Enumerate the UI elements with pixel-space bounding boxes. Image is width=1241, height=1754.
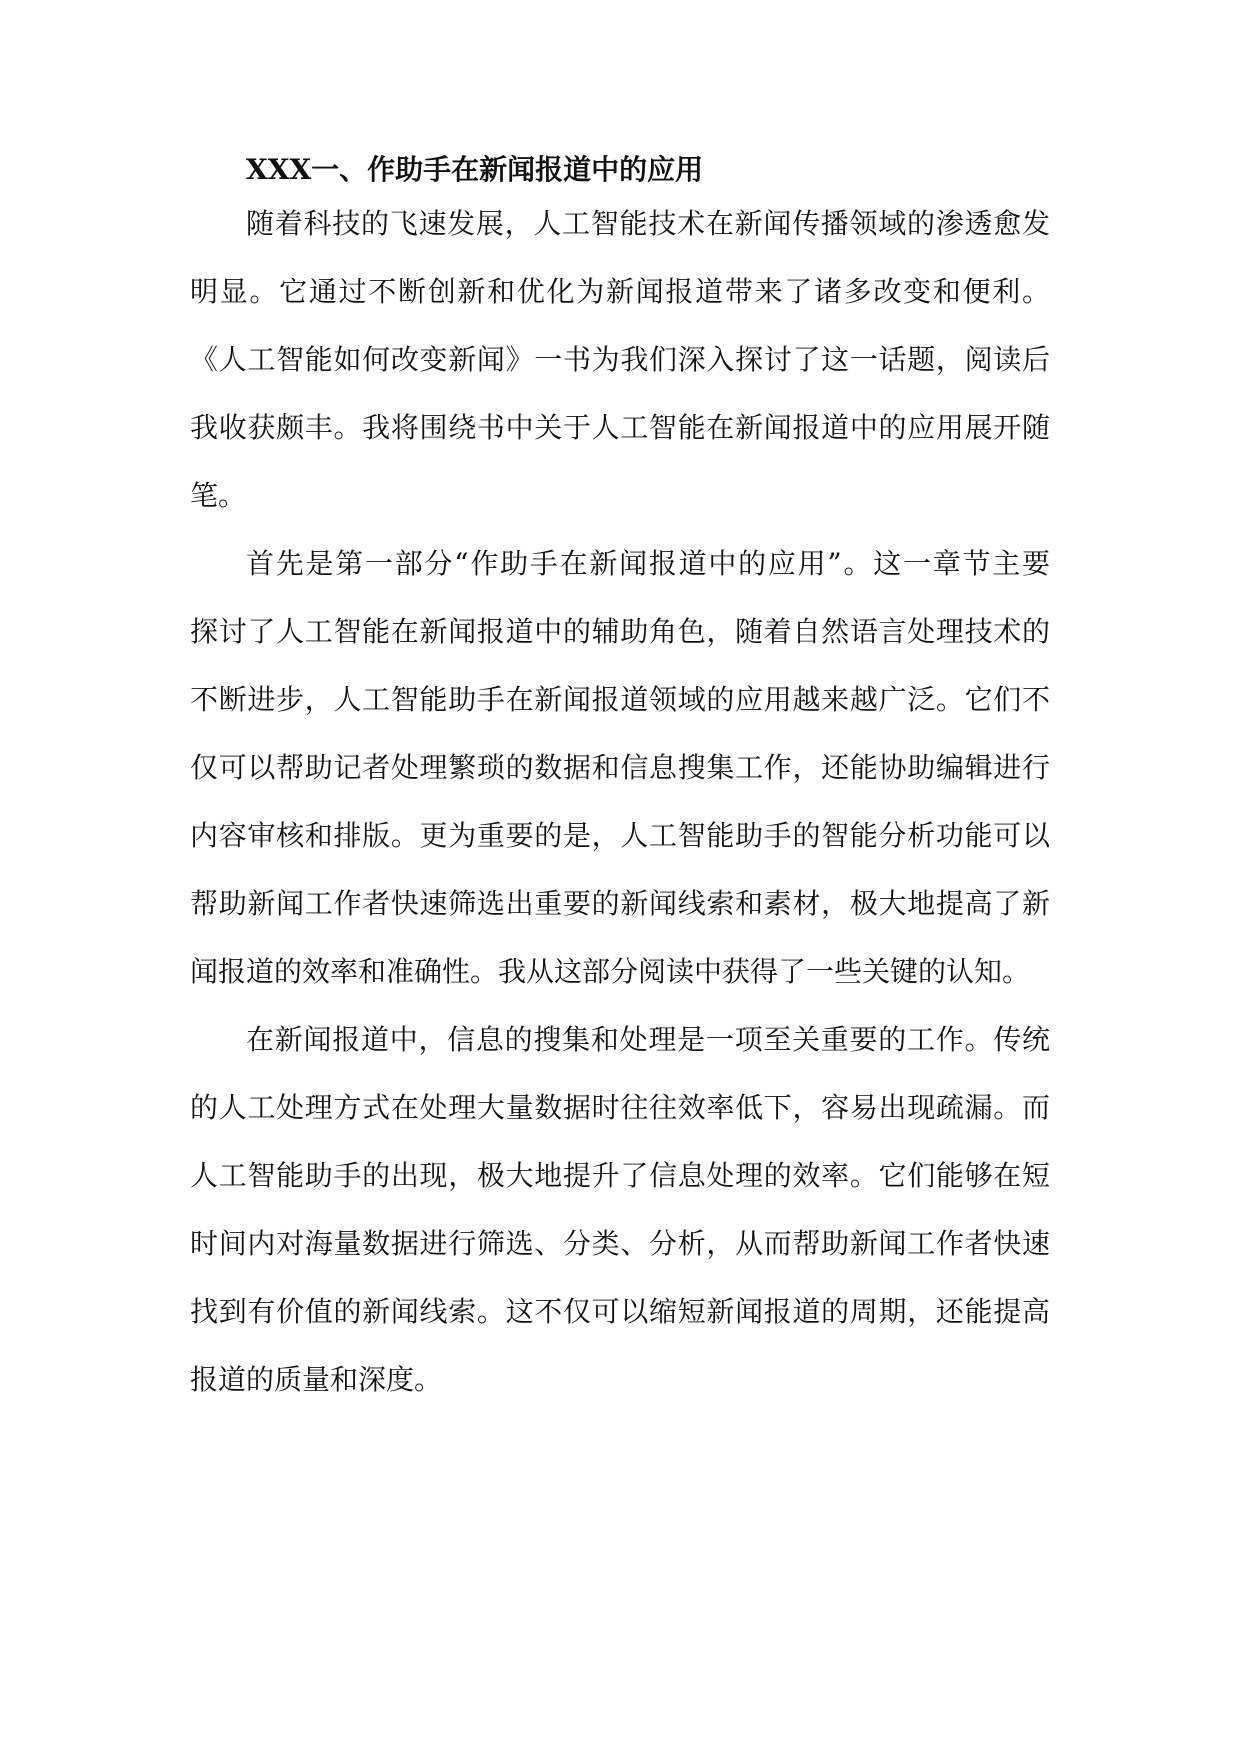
paragraph-2-line-7: 闻报道的效率和准确性。我从这部分阅读中获得了一些关键的认知。 bbox=[190, 955, 1031, 988]
paragraph-2-line-3: 不断进步，人工智能助手在新闻报道领域的应用越来越广泛。它们不 bbox=[190, 683, 1050, 716]
paragraph-3-line-6: 报道的质量和深度。 bbox=[190, 1363, 443, 1396]
paragraph-3-line-4: 时间内对海量数据进行筛选、分类、分析，从而帮助新闻工作者快速 bbox=[190, 1227, 1050, 1260]
paragraph-1-line-2: 明显。它通过不断创新和优化为新闻报道带来了诸多改变和便利。 bbox=[190, 275, 1050, 308]
paragraph-1-line-1: 随着科技的飞速发展，人工智能技术在新闻传播领域的渗透愈发 bbox=[246, 207, 1050, 240]
paragraph-1-line-3: 《人工智能如何改变新闻》一书为我们深入探讨了这一话题，阅读后 bbox=[190, 343, 1050, 376]
paragraph-2-line-5: 内容审核和排版。更为重要的是，人工智能助手的智能分析功能可以 bbox=[190, 819, 1050, 852]
paragraph-2-line-6: 帮助新闻工作者快速筛选出重要的新闻线索和素材，极大地提高了新 bbox=[190, 887, 1050, 920]
paragraph-1-line-5: 笔。 bbox=[190, 479, 247, 512]
paragraph-2-line-2: 探讨了人工智能在新闻报道中的辅助角色，随着自然语言处理技术的 bbox=[190, 615, 1050, 648]
paragraph-2-line-1: 首先是第一部分“作助手在新闻报道中的应用”。这一章节主要 bbox=[246, 547, 1050, 580]
paragraph-2-line-4: 仅可以帮助记者处理繁琐的数据和信息搜集工作，还能协助编辑进行 bbox=[190, 751, 1050, 784]
paragraph-3-line-1: 在新闻报道中，信息的搜集和处理是一项至关重要的工作。传统 bbox=[246, 1023, 1050, 1056]
paragraph-3-line-3: 人工智能助手的出现，极大地提升了信息处理的效率。它们能够在短 bbox=[190, 1159, 1050, 1192]
paragraph-3-line-2: 的人工处理方式在处理大量数据时往往效率低下，容易出现疏漏。而 bbox=[190, 1091, 1050, 1124]
paragraph-3-line-5: 找到有价值的新闻线索。这不仅可以缩短新闻报道的周期，还能提高 bbox=[190, 1295, 1050, 1328]
section-heading: XXX一、作助手在新闻报道中的应用 bbox=[246, 153, 704, 186]
paragraph-1-line-4: 我收获颇丰。我将围绕书中关于人工智能在新闻报道中的应用展开随 bbox=[190, 411, 1050, 444]
